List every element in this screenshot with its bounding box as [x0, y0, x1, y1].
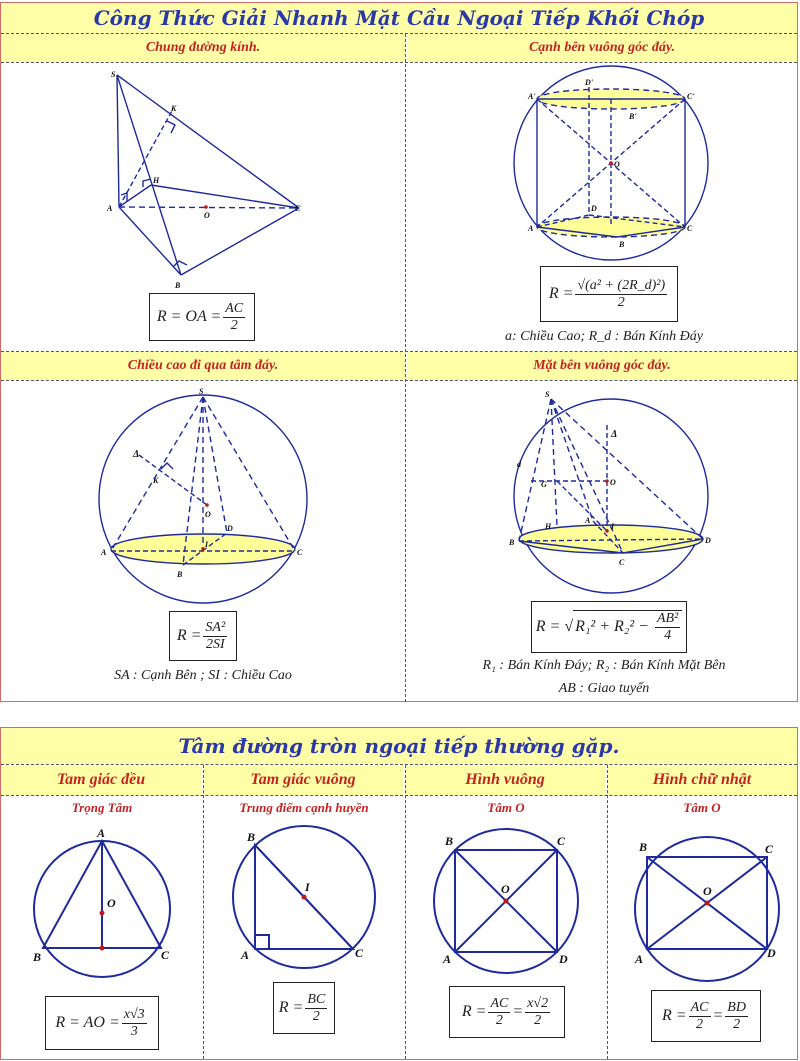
denominator: 2 — [495, 1012, 503, 1028]
fraction — [203, 620, 227, 653]
formula-lhs: R = — [535, 618, 561, 635]
case2-note: a: Chiều Cao; R_d : Bán Kính Đáy — [505, 329, 703, 344]
case4-note2: AB : Giao tuyến — [558, 681, 650, 696]
fraction — [305, 992, 327, 1025]
label-C: C — [765, 842, 774, 856]
fraction — [488, 996, 510, 1029]
label-A: A — [101, 548, 107, 557]
label-H: H — [153, 176, 160, 185]
formula-lhs: R = — [662, 1007, 687, 1024]
label-D: D — [227, 524, 233, 533]
shape2-heading: Tam giác vuông — [203, 765, 403, 795]
label-Cp: C' — [687, 92, 695, 101]
label-Bp: B' — [629, 112, 637, 121]
label-delta: Δ — [133, 449, 140, 460]
denominator-2: 2 — [733, 1016, 741, 1032]
formula-shape3 — [449, 986, 565, 1038]
label-B: B — [445, 834, 454, 848]
label-C: C — [355, 946, 364, 960]
lateral-face-diagram — [407, 381, 797, 601]
label-O: O — [204, 211, 210, 220]
top-panel — [0, 2, 798, 702]
label-B: B — [619, 240, 625, 249]
case3-heading: Chiều cao đi qua tâm đáy. — [1, 352, 405, 380]
denominator: 2 — [230, 317, 238, 333]
label-B: B — [509, 538, 515, 547]
label-H: H — [545, 522, 552, 531]
case4-heading: Mặt bên vuông góc đáy. — [407, 352, 797, 380]
right-triangle-diagram — [203, 823, 405, 973]
fraction — [655, 611, 680, 644]
case4-note1: R₁ : Bán Kính Đáy; R₂ : Bán Kính Mặt Bên — [482, 658, 726, 673]
label-C: C — [297, 548, 303, 557]
fraction — [575, 278, 667, 311]
formula-case4: R = √ R₁² + R₂² − $\frac{\text{AB²}}{4}$ — [531, 601, 687, 653]
divider — [1, 795, 797, 796]
label-A: A — [635, 952, 644, 966]
shape1-heading: Tam giác đều — [1, 765, 201, 795]
circumcircle-title: Tâm đường tròn ngoại tiếp thường gặp. — [1, 728, 797, 764]
label-B: B — [639, 840, 648, 854]
label-S: S — [545, 390, 550, 399]
numerator: √(a² + (2R_d)²) — [577, 277, 666, 293]
denominator: 2 — [696, 1016, 704, 1032]
formula-lhs: R = — [461, 1003, 487, 1020]
label-Ap: A' — [528, 92, 536, 101]
label-delta: Δ — [611, 429, 618, 440]
label-D: D — [705, 536, 711, 545]
label-A: A — [528, 224, 534, 233]
numerator-2: BD — [727, 999, 746, 1015]
label-C: C — [557, 834, 566, 848]
label-C: C — [161, 948, 170, 962]
label-A: A — [107, 204, 113, 213]
label-Dp: D' — [585, 78, 593, 87]
label-S: S — [111, 70, 116, 79]
formula-shape1 — [45, 996, 159, 1050]
label-C: C — [295, 204, 301, 213]
radical — [573, 610, 682, 644]
main-title: Công Thức Giải Nhanh Mặt Cầu Ngoại Tiếp Khối Chóp — [1, 3, 797, 33]
fraction — [223, 301, 245, 334]
formula-lhs: R = OA = — [156, 308, 222, 325]
numerator: AC — [225, 300, 244, 316]
formula-lhs: R = — [548, 285, 574, 302]
rectangle-diagram — [607, 823, 797, 973]
label-K: K — [153, 476, 159, 485]
label-B: B — [177, 570, 183, 579]
label-d: d — [517, 460, 521, 469]
numerator: x√3 — [123, 1006, 145, 1022]
shape4-center: Tâm O — [683, 800, 721, 815]
case1-heading: Chung đường kính. — [1, 34, 405, 62]
fraction — [689, 1000, 711, 1033]
label-I: I — [205, 540, 209, 549]
cone-center-diagram — [1, 381, 405, 611]
label-S: S — [199, 387, 204, 396]
radicand: R₁² + R₂² − — [575, 618, 649, 636]
denominator: 3 — [130, 1023, 138, 1039]
label-O: O — [501, 882, 510, 896]
prism-sphere-diagram — [407, 63, 797, 263]
formula-case1 — [149, 293, 255, 341]
shape2-center: Trung điểm cạnh huyền — [239, 800, 369, 815]
denominator-2: 2 — [534, 1012, 542, 1028]
column-divider — [405, 34, 406, 702]
formula-shape2 — [273, 982, 335, 1034]
case3-note: SA : Cạnh Bên ; SI : Chiều Cao — [114, 668, 292, 683]
label-K: K — [171, 104, 177, 113]
label-A: A — [97, 826, 106, 840]
label-O: O — [703, 884, 712, 898]
equals-sign: = — [712, 1007, 724, 1024]
shape3-heading: Hình vuông — [405, 765, 605, 795]
denominator: 2 — [312, 1008, 320, 1024]
formula-lhs: R = — [176, 627, 202, 644]
label-B: B — [175, 281, 181, 290]
pyramid-diameter-diagram — [1, 63, 405, 293]
label-D: D — [591, 204, 597, 213]
formula-case2 — [540, 266, 678, 322]
square-diagram — [405, 823, 607, 973]
label-B: B — [247, 830, 256, 844]
shape1-center: Trọng Tâm — [71, 800, 133, 815]
label-C: C — [619, 558, 625, 567]
numerator-2: x√2 — [527, 995, 549, 1011]
label-O: O — [614, 160, 620, 169]
case2-heading: Cạnh bên vuông góc đáy. — [407, 34, 797, 62]
label-G: G — [541, 480, 547, 489]
denominator: 4 — [664, 628, 672, 643]
equilateral-triangle-diagram — [1, 823, 203, 973]
label-O: O — [610, 478, 616, 487]
formula-lhs: R = — [278, 999, 304, 1016]
label-D: D — [559, 952, 568, 966]
denominator: 2 — [617, 294, 625, 310]
label-A: A — [585, 516, 591, 525]
fraction-2 — [525, 996, 550, 1029]
label-C: C — [687, 224, 693, 233]
formula-shape4 — [651, 990, 761, 1042]
label-D: D — [767, 946, 776, 960]
numerator: AC — [690, 999, 709, 1015]
formula-lhs: R = AO = — [55, 1014, 120, 1031]
numerator: AC — [490, 995, 509, 1011]
fraction-2 — [725, 1000, 748, 1033]
shape3-center: Tâm O — [487, 800, 525, 815]
label-B: B — [33, 950, 42, 964]
fraction — [122, 1007, 147, 1040]
label-A: A — [241, 948, 250, 962]
equals-sign: = — [512, 1003, 524, 1020]
shape4-heading: Hình chữ nhật — [607, 765, 797, 795]
numerator: SA² — [205, 619, 226, 635]
bottom-panel — [0, 727, 798, 1060]
label-I: I — [611, 522, 615, 531]
label-O: O — [107, 896, 116, 910]
denominator: 2SI — [205, 636, 225, 652]
label-A: A — [443, 952, 452, 966]
label-I: I — [305, 880, 310, 894]
numerator: BC — [307, 991, 326, 1007]
label-O: O — [205, 510, 211, 519]
formula-case3 — [169, 611, 237, 661]
numerator: AB² — [656, 611, 679, 626]
